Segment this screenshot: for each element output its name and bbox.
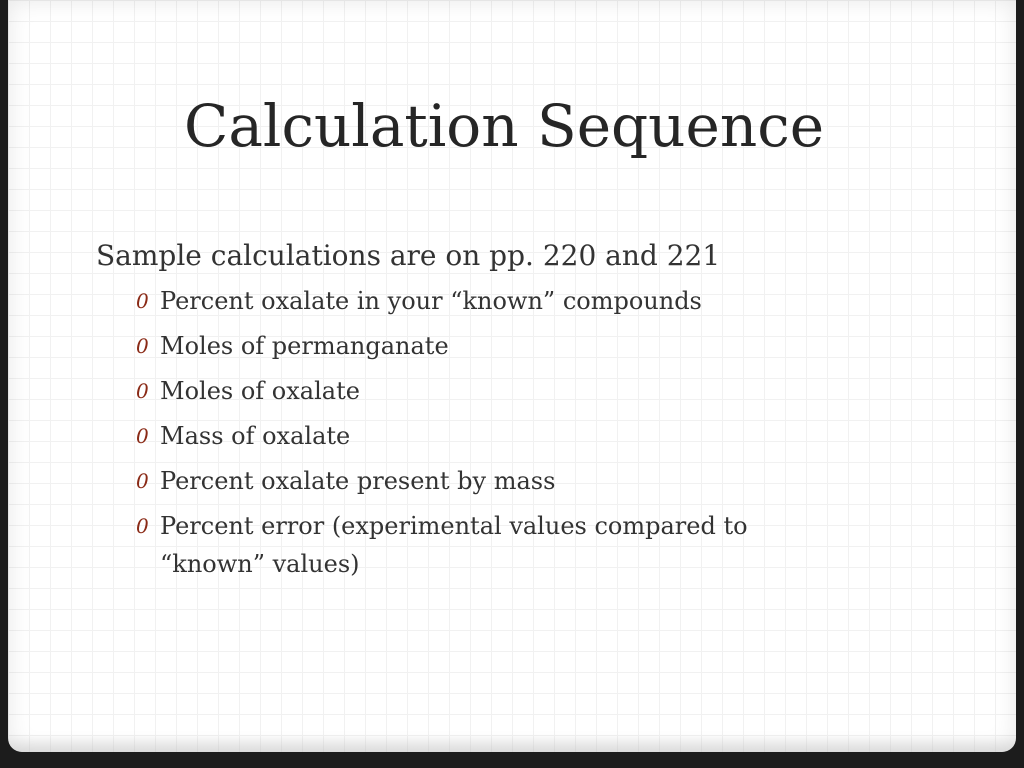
list-item [136,507,856,583]
list-item-text: Percent oxalate present by mass [160,467,556,495]
list-item [136,417,856,455]
bullet-list [96,282,856,583]
list-item-text: Moles of oxalate [160,377,360,405]
list-item-text: Moles of permanganate [160,332,449,360]
bullet-marker-icon: 0 [136,514,149,538]
list-item-text: Percent error (experimental values compared to “known” values) [160,512,748,578]
list-item [136,327,856,365]
lead-text: Sample calculations are on pp. 220 and 221 [96,239,721,272]
list-item-text: Percent oxalate in your “known” compounds [160,287,702,315]
bullet-marker-icon: 0 [136,289,149,313]
list-item-text: Mass of oxalate [160,422,351,450]
bullet-marker-icon: 0 [136,334,149,358]
slide-bottom-shadow [8,734,1016,752]
list-item [136,282,856,320]
bullet-marker-icon: 0 [136,379,149,403]
bullet-marker-icon: 0 [136,424,149,448]
bullet-marker-icon: 0 [136,469,149,493]
list-item [136,372,856,410]
slide-body [96,236,856,590]
slide-title: Calculation Sequence [183,92,825,160]
list-item [136,462,856,500]
